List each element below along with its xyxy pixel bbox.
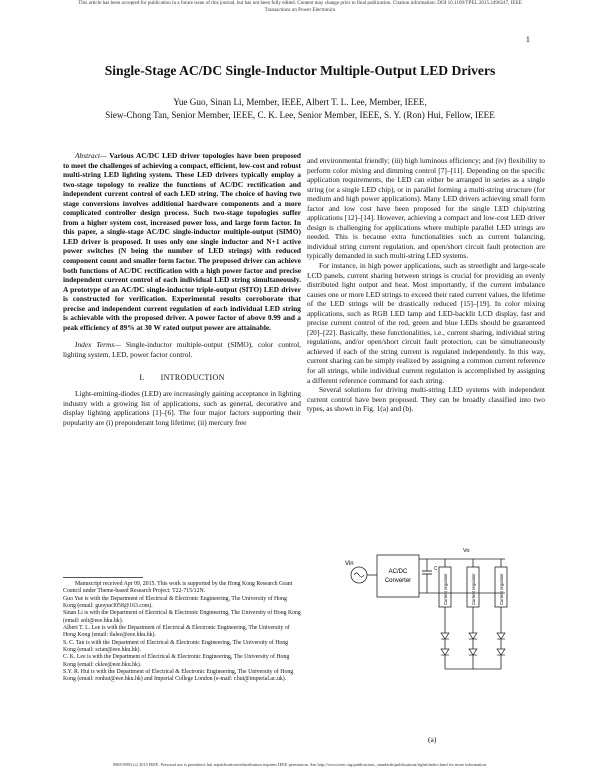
author-list	[0, 96, 600, 122]
right-paragraph-1: and environmental friendly; (iii) high luminous efficiency; and (iv) flexibility to perform color mixing and dimming control [7]–[11]. Depending on the specific application requirements, the LED can either be arranged in series as a single string (or a single LED chip), or in parallel forming a multi-string structure (for medium and high power applications). Many LED drivers achieving small form factor and low cost have been proposed for the single LED chip/string applications [12]–[14]. However, achieving a compact and low-cost LED driver design is challenging for applications where multiple parallel LED strings are needed. This is because extra functionalities such as current balancing, individual string current regulation, and open/short circuit fault protection are typically demanded in such multi-string LED systems.	[307, 156, 545, 261]
led-icon	[441, 633, 449, 639]
footnote-guo: Guo Yue is with the Department of Electrical & Electronic Engineering, The University of Hong Kong (email: guoyue3058@163.com).	[63, 595, 287, 610]
right-column	[307, 156, 545, 414]
footnote-received: Manuscript received Apr 09, 2015. This work is supported by the Hong Kong Research Grant Council under Theme-based Research Project: T22-715/12N.	[63, 581, 293, 595]
section-number: I.	[139, 373, 145, 383]
index-terms-label: Index Terms—	[75, 340, 121, 350]
led-icon	[469, 649, 477, 655]
led-icon	[441, 649, 449, 655]
author-line-2: Siew-Chong Tan, Senior Member, IEEE, C. K. Lee, Senior Member, IEEE, S. Y. (Ron) Hui, Fellow, IEEE	[105, 110, 495, 120]
capacitor-label: C	[434, 566, 438, 572]
branch-2	[467, 559, 479, 655]
regulator-label-3: Current regulator	[499, 573, 504, 605]
converter-label-1: AC/DC	[388, 569, 408, 575]
journal-notice	[0, 0, 600, 20]
converter-box	[377, 555, 419, 597]
footnote-cklee: C. K. Lee is with the Department of Electrical & Electronic Engineering, The University of Hong Kong (email: cklee@eee.hku.hk).	[63, 654, 290, 668]
vin-label: Vin	[345, 561, 354, 567]
footnote-hui: S.Y. R. Hui is with the Department of Electrical & Electronic Engineering, The University of Hong Kong (email: ronhui@eee.hku.hk) and Imperial College London (e-mail: r.hui@imperial.ac.uk).	[63, 669, 294, 683]
figure-1a-schematic	[345, 537, 525, 742]
abstract	[63, 151, 301, 332]
section-title: INTRODUCTION	[160, 373, 225, 383]
regulator-label-2: Current regulator	[471, 573, 476, 605]
right-paragraph-3: Several solutions for driving multi-string LED systems with independent current control have been proposed. They can be broadly classified into two types, as shown in Fig. 1(a) and (b).	[307, 385, 545, 414]
index-terms-text: Single-inductor multiple-output (SIMO), color control, lighting system, LED, power factor control.	[63, 340, 301, 359]
led-icon	[497, 633, 505, 639]
branch-1	[439, 559, 451, 655]
page-number: 1	[525, 34, 530, 44]
led-icon	[497, 649, 505, 655]
copyright-footer: 0885-8993 (c) 2015 IEEE. Personal use is permitted, but republication/redistribution requires IEEE permission. See http://www.ieee.org/publications_standards/publications/rights/index.html for more information.	[113, 762, 487, 767]
led-icon	[469, 633, 477, 639]
regulator-label-1: Current regulator	[443, 573, 448, 605]
abstract-text: Various AC/DC LED driver topologies have been proposed to meet the challenges of achieving a compact, efficient, low-cost and robust multi-string LED lighting system. These LED drivers typically employ a two-stage topology to realize the functions of AC/DC rectification and independent current control of each LED string. The choice of having two stage conversions involves additional hardware components and a more complicated controller design process. Such two-stage topologies suffer from a higher system cost, increased power loss, and large form factor. In this paper, a single-stage AC/DC single-inductor multiple-output (SIMO) LED driver is proposed. It uses only one single inductor and N+1 active power switches (N being the number of LED strings) with reduced component count and smaller form factor. The proposed driver can achieve both functions of AC/DC rectification with a high power factor and precise independent current control of each individual LED string simultaneously. A prototype of an AC/DC single-inductor triple-output (SITO) LED driver is constructed for verification. Experimental results corroborate that precise and independent current regulation of each individual LED string is achievable with the proposed driver. A power factor of above 0.99 and a peak efficiency of 89% at 30 W rated output power are attainable.	[63, 151, 301, 332]
abstract-label: Abstract—	[75, 151, 107, 160]
figure-caption: (a)	[428, 735, 437, 744]
notice-line-1: This article has been accepted for publication in a future issue of this journal, but has not been fully edited. Content may change prior to final publication. Citation information: DOI 10.1109/TPEL.2015.2496247, IEEE	[78, 0, 522, 6]
author-line-1: Yue Guo, Sinan Li, Member, IEEE, Albert T. L. Lee, Member, IEEE,	[173, 97, 427, 107]
right-paragraph-2: For instance, in high power applications, such as streetlight and large-scale LCD panels, current sharing between strings is crucial for providing an evenly distributed light output and heat. Most importantly, if the current imbalance causes one or more LED strings to exceed their rated current values, the lifetime of the LED strings will be drastically reduced [15]–[19]. In color mixing applications, such as RGB LED lamp and LED-backlit LCD display, fast and precise current control of the red, green and blue LEDs should be guaranteed [20]–[22]. Basically, these functionalities, i.e., current sharing, individual string regulations, and/or open/short circuit fault protection, can be simultaneously achieved if each of the string current is regulated independently. In this way, current sharing can be simply realized by assigning a common current reference for all strings, while individual current regulation is accomplished by assigning a different reference command for each string.	[307, 261, 545, 385]
footnote-divider	[63, 577, 143, 578]
notice-line-2: Transactions on Power Electronics	[264, 7, 336, 13]
converter-label-2: Converter	[384, 578, 412, 584]
bus-voltage-label: Vo	[463, 548, 470, 554]
index-terms	[63, 340, 301, 359]
author-footnotes	[63, 577, 301, 684]
ac-wave-icon	[354, 573, 364, 577]
branch-3	[495, 559, 507, 655]
section-heading-introduction	[63, 373, 301, 383]
intro-paragraph: Light-emitting-diodes (LED) are increasingly gaining acceptance in lighting industry with a growing list of applications, such as general, decorative and display lighting applications [1]–[6]. The four major factors supporting their popularity are (i) preponderant long lifetime; (ii) mercury free	[63, 389, 301, 427]
left-column	[63, 151, 301, 427]
footnote-li: Sinan Li is with the Department of Electrical & Electronic Engineering, The University of Hong Kong (email: snli@eee.hku.hk).	[63, 610, 301, 624]
footnote-tan: S. C. Tan is with the Department of Electrical & Electronic Engineering, The University of Hong Kong (email: sctan@eee.hku.hk).	[63, 639, 289, 654]
footnote-lee: Albert T. L. Lee is with the Department of Electrical & Electronic Engineering, The University of Hong Kong (email: tlalee@eee.hku.hk).	[63, 625, 290, 639]
paper-title: Single-Stage AC/DC Single-Inductor Multiple-Output LED Drivers	[104, 63, 496, 78]
